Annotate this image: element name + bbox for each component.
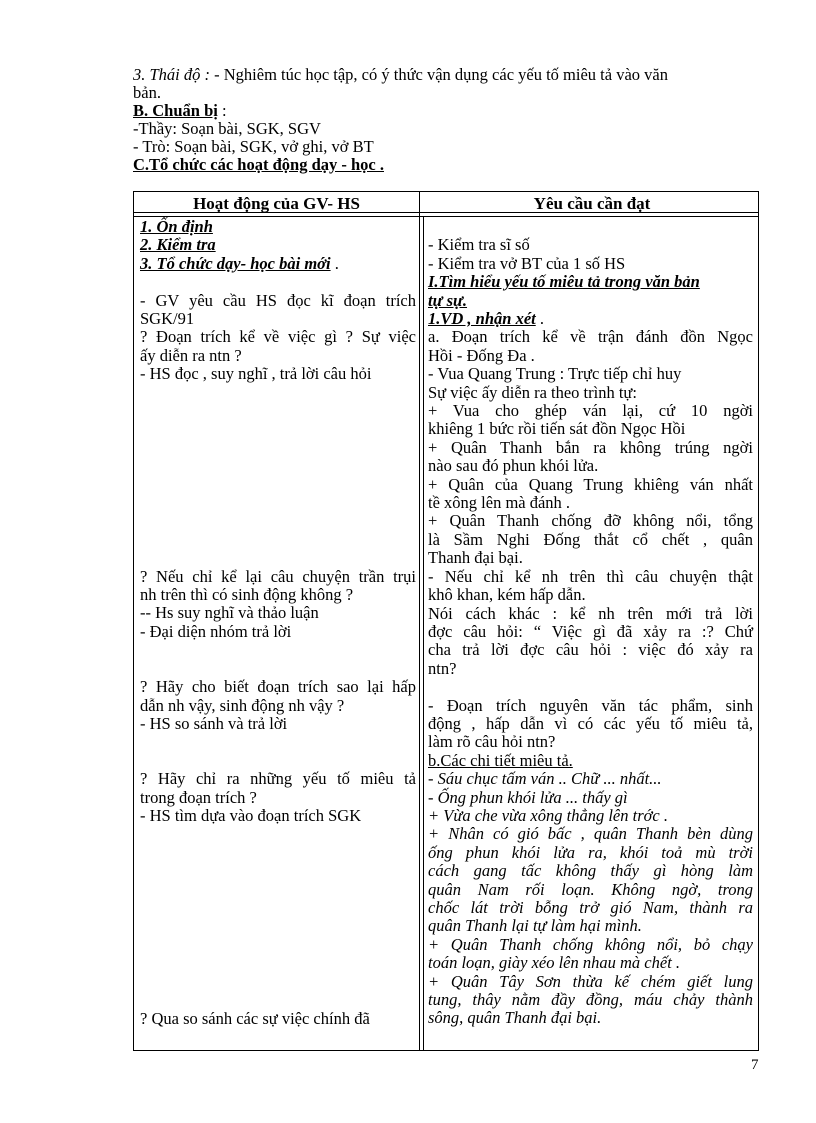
detail-line: sông, quân Thanh đại bại.: [428, 1008, 602, 1028]
detail-line: quân Thanh lại tự làm hại mình.: [428, 916, 642, 936]
right-line: động , hấp dẫn vì có các yếu tố miêu tả,: [428, 713, 753, 733]
detail-line: quân Nam rối loạn. Không ngờ, trong: [428, 879, 753, 899]
right-column: [428, 218, 753, 1028]
right-line: - Kiểm tra sĩ số: [428, 235, 530, 255]
left-line: - Đại diện nhóm trả lời: [140, 621, 292, 641]
preparation-heading: B. Chuẩn bị :: [133, 101, 227, 120]
page-number: 7: [751, 1057, 759, 1073]
left-column: [140, 218, 416, 1028]
right-line: nào sau đó phun khói lửa.: [428, 456, 599, 476]
subheading-example: 1.VD , nhận xét .: [428, 309, 544, 329]
left-line: - GV yêu cầu HS đọc kĩ đoạn trích: [140, 290, 416, 310]
preparation-title: B. Chuẩn bị: [133, 101, 218, 120]
lesson-table: [133, 191, 759, 1051]
step-check: 2. Kiểm tra: [140, 235, 216, 255]
header-teacher-student-activity: Hoạt động của GV- HS: [193, 194, 360, 213]
right-line: khiêng 1 bức rồi tiến sát đồn Ngọc Hồi: [428, 419, 686, 439]
left-line: ? Hãy chỉ ra những yếu tố miêu tả: [140, 769, 416, 789]
right-line: - Đoạn trích nguyên văn tác phẩm, sinh: [428, 695, 753, 715]
detail-line: - Sáu chục tấm ván .. Chữ ... nhất...: [428, 769, 662, 789]
attitude-text: - Nghiêm túc học tập, có ý thức vận dụng các yếu tố miêu tả vào văn: [210, 65, 668, 84]
left-line: nh trên thì có sinh động không ?: [140, 585, 354, 605]
step-stabilize: 1. Ổn định: [140, 217, 213, 236]
right-line: ntn?: [428, 658, 457, 678]
detail-line: cách gang tấc không thấy gì hòng làm: [428, 861, 753, 881]
left-line: SGK/91: [140, 309, 195, 329]
left-line: - HS tìm dựa vào đoạn trích SGK: [140, 806, 362, 826]
column-divider: [419, 192, 420, 1050]
step-new-lesson: 3. Tổ chức dạy- học bài mới .: [140, 253, 339, 273]
teacher-preparation: -Thầy: Soạn bài, SGK, SGV: [133, 119, 321, 138]
detail-line: ống phun khói lửa ra, khói toả mù trời: [428, 842, 753, 862]
intro-section: [133, 66, 763, 174]
right-line: làm rõ câu hỏi ntn?: [428, 732, 556, 752]
right-line: đợc câu hỏi: “ Việc gì đã xảy ra :? Chứ: [428, 621, 753, 641]
header-divider-double: [134, 216, 758, 217]
right-line: Hồi - Đống Đa .: [428, 345, 535, 365]
detail-line: tung, thây nằm đầy đồng, máu chảy thành: [428, 990, 753, 1010]
subheading-details: b.Các chi tiết miêu tả.: [428, 750, 573, 770]
right-line: - Vua Quang Trung : Trực tiếp chỉ huy: [428, 364, 682, 384]
section-heading: I.Tìm hiểu yếu tố miêu tả trong văn bản: [428, 272, 700, 292]
detail-line: - Ống phun khói lửa ... thấy gì: [428, 787, 628, 807]
left-line: ? Đoạn trích kể về việc gì ? Sự việc: [140, 327, 416, 347]
left-line: ấy diễn ra ntn ?: [140, 345, 242, 365]
right-line: + Quân của Quang Trung khiêng ván nhất: [428, 474, 753, 494]
detail-line: chốc lát trời bỗng trở gió Nam, thành ra: [428, 898, 753, 917]
attitude-continuation: bản.: [133, 83, 161, 102]
left-line: -- Hs suy nghĩ và thảo luận: [140, 603, 319, 623]
left-line: - HS so sánh và trả lời: [140, 714, 288, 734]
right-line: Sự việc ấy diễn ra theo trình tự:: [428, 382, 637, 402]
detail-line: toán loạn, giày xéo lên nhau mà chết .: [428, 953, 681, 973]
right-line: - Kiểm tra vở BT của 1 số HS: [428, 253, 626, 273]
left-line: ? Nếu chỉ kể lại câu chuyện trần trụi: [140, 566, 416, 586]
left-line: - HS đọc , suy nghĩ , trả lời câu hỏi: [140, 364, 372, 384]
right-line: khô khan, kém hấp dẫn.: [428, 585, 586, 605]
right-line: Thanh đại bại.: [428, 548, 523, 568]
column-divider-double: [423, 216, 424, 1050]
left-line: trong đoạn trích ?: [140, 787, 257, 807]
detail-line: + Nhân có gió bấc , quân Thanh bèn dùng: [428, 824, 753, 844]
right-line: + Quân Thanh bắn ra không trúng ngời: [428, 437, 753, 457]
right-line: Nói cách khác : kể nh trên mới trả lời: [428, 603, 753, 623]
left-line: ? Hãy cho biết đoạn trích sao lại hấp: [140, 677, 416, 697]
header-requirements: Yêu cầu cần đạt: [533, 194, 651, 213]
right-line: a. Đoạn trích kể về trận đánh đồn Ngọc: [428, 327, 753, 347]
left-line: ? Qua so sánh các sự việc chính đã: [140, 1008, 370, 1028]
section-heading-cont: tự sự.: [428, 290, 468, 310]
student-preparation: - Trò: Soạn bài, SGK, vở ghi, vở BT: [133, 137, 374, 156]
left-line: dẫn nh vậy, sinh động nh vậy ?: [140, 695, 345, 715]
attitude-label: 3. Thái độ :: [133, 65, 211, 84]
detail-line: + Vừa che vừa xông thẳng lên trớc .: [428, 805, 669, 825]
detail-line: + Quân Tây Sơn thừa kế chém giết lung: [428, 971, 753, 991]
attitude-line: [133, 66, 763, 84]
detail-line: + Quân Thanh chống không nổi, bỏ chạy: [428, 934, 753, 954]
right-line: tề xông lên mà đánh .: [428, 493, 571, 513]
right-line: + Vua cho ghép ván lại, cứ 10 ngời: [428, 401, 753, 421]
right-line: cha trả lời đợc câu hỏi : việc đó xảy ra: [428, 640, 753, 660]
organization-heading: C.Tổ chức các hoạt động dạy - học .: [133, 155, 384, 174]
right-line: + Quân Thanh chống đỡ không nổi, tổng: [428, 511, 753, 531]
right-line: - Nếu chỉ kể nh trên thì câu chuyện thật: [428, 566, 753, 586]
right-line: là Sầm Nghi Đống thắt cổ chết , quân: [428, 529, 753, 549]
